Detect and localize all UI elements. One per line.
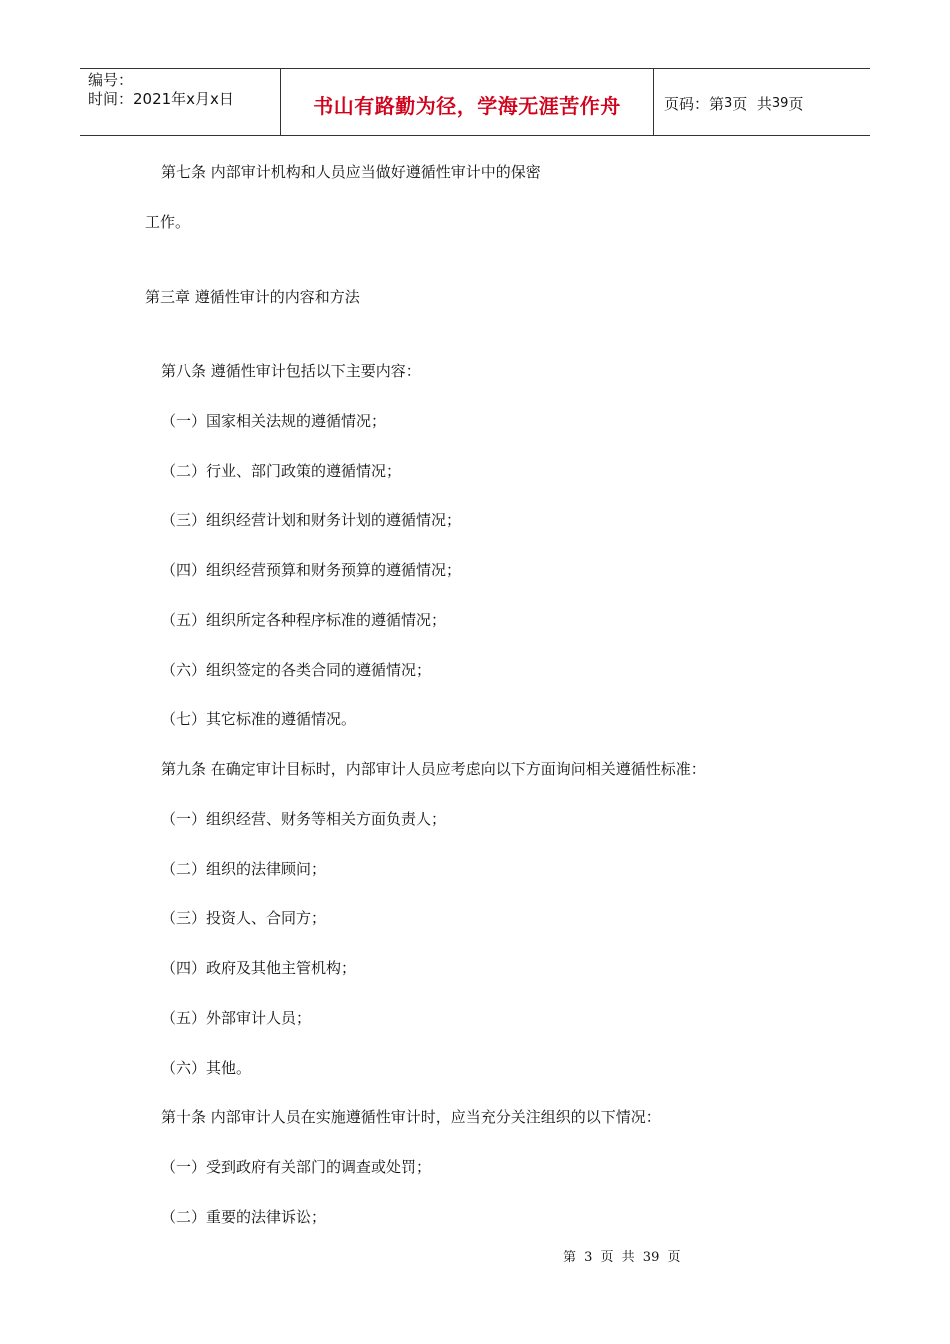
list-item: （四）政府及其他主管机构； bbox=[161, 959, 357, 977]
page-prefix: 页码：第 bbox=[664, 94, 725, 113]
header-motto: 书山有路勤为径，学海无涯苦作舟 bbox=[281, 69, 654, 135]
page-mid: 页 共 bbox=[732, 94, 772, 113]
article-9-heading: 第九条 在确定审计目标时，内部审计人员应考虑向以下方面询问相关遵循性标准： bbox=[161, 760, 706, 778]
article-7-line-1: 第七条 内部审计机构和人员应当做好遵循性审计中的保密 bbox=[161, 163, 541, 181]
article-7-line-2: 工作。 bbox=[145, 213, 191, 231]
list-item: （五）组织所定各种程序标准的遵循情况； bbox=[161, 611, 447, 629]
list-item: （一）国家相关法规的遵循情况； bbox=[161, 412, 387, 430]
list-item: （六）组织签定的各类合同的遵循情况； bbox=[161, 661, 432, 679]
header-page-indicator bbox=[654, 69, 870, 135]
list-item: （一）受到政府有关部门的调查或处罚； bbox=[161, 1158, 432, 1176]
page-suffix: 页 bbox=[788, 94, 804, 113]
header-info bbox=[80, 69, 281, 135]
document-time-label: 时间：2021年x月x日 bbox=[88, 90, 234, 108]
page-total: 39 bbox=[771, 95, 789, 111]
list-item: （三）投资人、合同方； bbox=[161, 909, 327, 927]
list-item: （六）其他。 bbox=[161, 1059, 252, 1077]
page-header bbox=[80, 68, 870, 136]
article-10-heading: 第十条 内部审计人员在实施遵循性审计时，应当充分关注组织的以下情况： bbox=[161, 1108, 661, 1126]
list-item: （一）组织经营、财务等相关方面负责人； bbox=[161, 810, 447, 828]
document-number-label: 编号： bbox=[88, 71, 134, 89]
article-8-heading: 第八条 遵循性审计包括以下主要内容： bbox=[161, 362, 421, 380]
list-item: （四）组织经营预算和财务预算的遵循情况； bbox=[161, 561, 462, 579]
list-item: （七）其它标准的遵循情况。 bbox=[161, 710, 357, 728]
page-current: 3 bbox=[724, 95, 733, 111]
list-item: （二）行业、部门政策的遵循情况； bbox=[161, 462, 402, 480]
list-item: （二）重要的法律诉讼； bbox=[161, 1208, 327, 1226]
list-item: （五）外部审计人员； bbox=[161, 1009, 312, 1027]
list-item: （二）组织的法律顾问； bbox=[161, 860, 327, 878]
list-item: （三）组织经营计划和财务计划的遵循情况； bbox=[161, 511, 462, 529]
page-footer: 第 3 页 共 39 页 bbox=[563, 1250, 681, 1265]
chapter-3-heading: 第三章 遵循性审计的内容和方法 bbox=[145, 288, 360, 306]
